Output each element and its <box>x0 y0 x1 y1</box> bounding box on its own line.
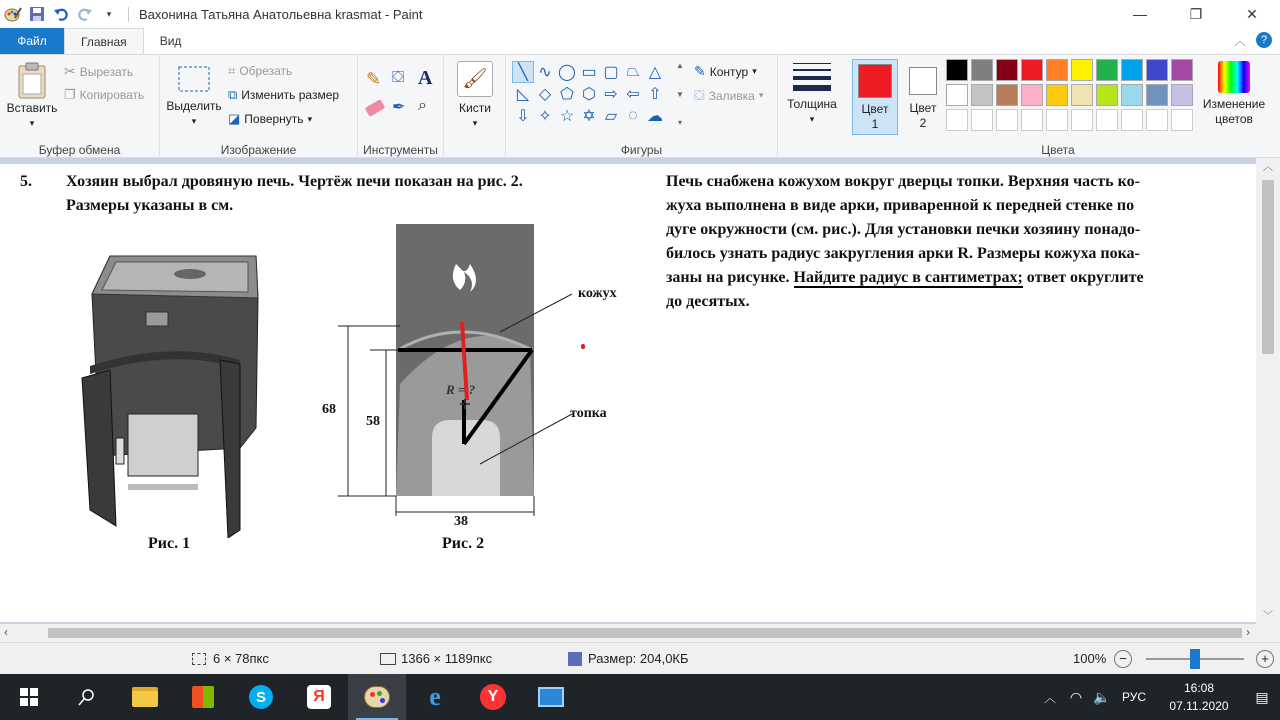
clock-time: 16:08 <box>1183 681 1215 695</box>
resize-button[interactable] <box>228 87 339 103</box>
volume-icon[interactable]: 🔈 <box>1093 688 1111 705</box>
zoom-slider-thumb[interactable] <box>1190 649 1200 669</box>
fill-icon: ⛋ <box>694 87 705 103</box>
select-button[interactable] <box>164 65 224 129</box>
palette-swatch[interactable] <box>971 84 993 106</box>
palette-swatch[interactable] <box>1171 84 1193 106</box>
palette-swatch[interactable] <box>1046 109 1068 131</box>
clipboard-group <box>0 55 160 159</box>
system-tray <box>1038 674 1280 720</box>
language-indicator[interactable]: РУС <box>1121 690 1147 704</box>
tab-file[interactable]: Файл <box>0 28 64 54</box>
select-dropdown-icon: ▾ <box>191 116 197 126</box>
color1-button[interactable] <box>852 59 898 135</box>
outline-label: Контур <box>709 64 749 79</box>
resize-icon: ⧉ <box>228 87 238 102</box>
fill-button[interactable] <box>694 87 763 104</box>
scroll-up-icon[interactable]: ︿ <box>1263 162 1273 173</box>
zoom-level: 100% <box>1073 651 1107 666</box>
redo-icon[interactable] <box>76 5 94 23</box>
ribbon-tabs <box>0 28 1280 54</box>
problem-right-line1: Печь снабжена кожухом вокруг дверцы топки. Верхняя часть ко- <box>666 173 1140 190</box>
close-button[interactable]: ✕ <box>1246 5 1258 22</box>
file-size: Размер: 204,0КБ <box>588 651 689 666</box>
palette-swatch[interactable] <box>996 109 1018 131</box>
customize-toolbar-icon[interactable]: ▾ <box>106 8 112 19</box>
brushes-group <box>444 55 506 159</box>
problem-tail: ответ округлите <box>1022 269 1144 286</box>
oval-callout-shape-icon[interactable]: ◌ <box>628 107 638 124</box>
problem-right-line5 <box>666 266 1144 290</box>
image-group <box>160 55 358 159</box>
dimension-38: 38 <box>454 514 468 529</box>
brushes-button[interactable] <box>450 61 500 131</box>
taskbar-yandex[interactable] <box>290 674 348 720</box>
rounded-rectangle-shape-icon[interactable]: ▢ <box>603 64 619 81</box>
color2-button[interactable] <box>900 59 946 135</box>
taskbar <box>0 674 1280 720</box>
yandex-browser-icon: Y <box>480 684 506 710</box>
crop-button[interactable] <box>228 63 292 79</box>
four-point-star-shape-icon[interactable]: ✧ <box>538 108 552 125</box>
taskbar-edge[interactable] <box>406 674 464 720</box>
color1-number: 1 <box>871 117 879 131</box>
rotate-button[interactable] <box>228 111 312 127</box>
figure-2-caption: Рис. 2 <box>442 535 485 552</box>
down-arrow-shape-icon[interactable]: ⇩ <box>516 108 530 125</box>
palette-swatch[interactable] <box>1146 84 1168 106</box>
color-wheel-icon <box>1218 61 1250 93</box>
outline-button[interactable] <box>694 63 757 80</box>
palette-swatch[interactable] <box>1121 59 1143 81</box>
crosshair-cursor-icon: ✛ <box>459 396 471 412</box>
undo-icon[interactable] <box>52 5 70 23</box>
diamond-shape-icon[interactable]: ◇ <box>538 86 552 103</box>
copy-icon: ❐ <box>64 87 76 102</box>
copy-button[interactable] <box>64 87 144 103</box>
pentagon-shape-icon[interactable]: ⬠ <box>560 86 574 103</box>
maximize-button[interactable]: ❐ <box>1189 5 1203 22</box>
palette-swatch[interactable] <box>1071 109 1093 131</box>
copy-label: Копировать <box>79 88 145 102</box>
palette-swatch[interactable] <box>1121 84 1143 106</box>
tools-group <box>358 55 444 159</box>
drawing-canvas[interactable] <box>0 164 1256 622</box>
shapes-group <box>506 55 778 159</box>
image-size-icon <box>380 653 396 665</box>
paste-dropdown-icon: ▾ <box>29 118 35 128</box>
problem-right-line3: дуге окружности (см. рис.). Для установки печки хозяину понадо- <box>666 221 1141 238</box>
fill-bucket-icon[interactable]: ⛋ <box>392 69 405 86</box>
problem-right-line4: билось узнать радиус закругления арки R. Размеры кожуха пока- <box>666 245 1140 262</box>
brushes-dropdown-icon: ▾ <box>472 118 478 128</box>
label-firebox: топка <box>570 406 607 421</box>
label-radius: R = ? <box>446 382 476 397</box>
color1-swatch <box>858 64 892 98</box>
crop-label: Обрезать <box>239 64 293 78</box>
palette-swatch[interactable] <box>1046 59 1068 81</box>
palette-swatch[interactable] <box>1171 109 1193 131</box>
up-arrow-shape-icon[interactable]: ⇧ <box>648 86 662 103</box>
edit-colors-label-2: цветов <box>1215 112 1253 126</box>
collapse-ribbon-icon[interactable]: ︿ <box>1233 34 1246 48</box>
size-label: Толщина <box>787 97 837 111</box>
problem-left-line1: Хозяин выбрал дровяную печь. Чертёж печи показан на рис. 2. <box>66 173 523 190</box>
quick-access-toolbar <box>0 5 118 23</box>
polygon-shape-icon[interactable]: ⏢ <box>626 63 640 80</box>
taskbar-paint[interactable] <box>348 674 406 720</box>
notifications-icon[interactable]: ▤ <box>1255 688 1269 705</box>
right-arrow-shape-icon[interactable]: ⇨ <box>604 86 618 103</box>
selection-icon <box>177 65 211 93</box>
horizontal-scrollbar[interactable] <box>0 624 1280 642</box>
hexagon-shape-icon[interactable]: ⬡ <box>582 86 596 103</box>
paste-label: Вставить <box>6 101 58 115</box>
paint-palette-icon <box>364 686 390 708</box>
palette-swatch[interactable] <box>1146 109 1168 131</box>
vertical-scrollbar[interactable] <box>1256 158 1280 624</box>
clipboard-icon <box>16 61 48 99</box>
windows-logo-icon <box>20 688 38 706</box>
label-cover: кожух <box>578 286 617 301</box>
problem-number: 5. <box>20 173 32 190</box>
tab-home[interactable]: Главная <box>64 28 144 54</box>
palette-swatch[interactable] <box>1096 59 1118 81</box>
six-point-star-shape-icon[interactable]: ✡ <box>582 108 596 125</box>
title-bar <box>0 0 1280 28</box>
status-bar <box>0 642 1280 674</box>
shapes-scroll[interactable]: ▲ ▼ ▾ <box>676 61 684 127</box>
edge-icon: e <box>429 682 441 711</box>
clock[interactable] <box>1154 679 1244 715</box>
palette-swatch[interactable] <box>996 84 1018 106</box>
palette-swatch[interactable] <box>1096 84 1118 106</box>
color2-label: Цвет <box>909 101 937 115</box>
dimension-58: 58 <box>366 414 380 429</box>
figure-1-stove <box>80 248 270 538</box>
monitor-icon <box>538 687 564 707</box>
text-icon[interactable]: A <box>418 67 433 89</box>
dimension-68: 68 <box>322 402 336 417</box>
rotate-icon: ◪ <box>228 111 241 126</box>
red-dot-mark <box>581 344 585 349</box>
image-group-label: Изображение <box>220 143 297 157</box>
palette-swatch[interactable] <box>996 59 1018 81</box>
store-bag-icon <box>192 686 214 708</box>
problem-right-line5-text: заны на рисунке. <box>666 269 790 286</box>
tools-group-label: Инструменты <box>363 143 438 157</box>
taskbar-file-explorer[interactable] <box>116 674 174 720</box>
color2-number: 2 <box>919 116 927 130</box>
scissors-icon: ✂ <box>64 63 76 79</box>
zoom-out-button[interactable]: − <box>1114 650 1132 668</box>
file-size-icon <box>568 652 582 666</box>
palette-swatch[interactable] <box>1071 59 1093 81</box>
selection-size: 6 × 78пкс <box>213 651 269 666</box>
canvas-area <box>0 158 1280 624</box>
palette-swatch[interactable] <box>1171 59 1193 81</box>
taskbar-yandex-browser[interactable] <box>464 674 522 720</box>
tray-overflow-icon[interactable]: ︿ <box>1043 690 1056 705</box>
color-picker-icon[interactable]: ✒ <box>392 99 406 116</box>
start-button[interactable] <box>0 674 58 720</box>
brushes-label: Кисти <box>459 101 491 115</box>
select-label: Выделить <box>166 99 222 113</box>
palette-swatch[interactable] <box>946 84 968 106</box>
selection-size-icon <box>192 653 206 665</box>
problem-right-line2: жуха выполнена в виде арки, приваренной к передней стенке по <box>666 197 1135 214</box>
network-icon[interactable]: ◠ <box>1069 688 1083 705</box>
cut-label: Вырезать <box>79 64 134 79</box>
shapes-group-label: Фигуры <box>620 143 663 157</box>
problem-highlight: Найдите радиус в сантиметрах; <box>793 269 1023 286</box>
yandex-icon: Я <box>307 685 331 709</box>
rectangle-shape-icon[interactable]: ▭ <box>581 64 597 81</box>
edit-colors-label-1: Изменение <box>1202 97 1266 111</box>
rotate-label: Повернуть <box>244 112 304 126</box>
palette-swatch[interactable] <box>1046 84 1068 106</box>
brush-icon: 🖌 <box>457 61 493 97</box>
pencil-icon[interactable]: ✎ <box>366 69 382 89</box>
outline-icon: ✎ <box>694 63 706 79</box>
paint-app-icon[interactable] <box>4 5 22 23</box>
palette-swatch[interactable] <box>1121 109 1143 131</box>
crop-icon: ⌗ <box>228 63 236 78</box>
colors-group <box>778 55 1280 159</box>
problem-last-line: до десятых. <box>666 293 750 310</box>
taskbar-skype[interactable] <box>232 674 290 720</box>
cut-button[interactable] <box>64 63 133 80</box>
save-icon[interactable] <box>28 5 46 23</box>
line-width-icon <box>793 61 831 93</box>
color-palette <box>946 59 1193 131</box>
outline-dropdown-icon: ▾ <box>752 66 757 76</box>
search-icon <box>78 688 96 706</box>
palette-swatch[interactable] <box>946 109 968 131</box>
help-icon[interactable]: ? <box>1256 32 1272 48</box>
triangle-shape-icon[interactable]: △ <box>648 64 662 81</box>
minimize-button[interactable]: — <box>1133 6 1147 22</box>
window-title: Вахонина Татьяна Анатольевна krasmat - Paint <box>128 7 423 22</box>
fill-dropdown-icon: ▾ <box>758 90 764 100</box>
eraser-icon[interactable] <box>365 99 386 117</box>
image-size: 1366 × 1189пкс <box>401 651 493 666</box>
figure-1-caption: Рис. 1 <box>148 535 191 552</box>
scroll-right-icon[interactable]: › <box>1246 625 1250 639</box>
scroll-left-icon[interactable]: ‹ <box>4 625 8 639</box>
palette-swatch[interactable] <box>971 59 993 81</box>
line-shape-icon[interactable]: ╲ <box>512 61 534 83</box>
taskbar-remote-desktop[interactable] <box>522 674 580 720</box>
palette-swatch[interactable] <box>1021 59 1043 81</box>
cloud-callout-shape-icon[interactable]: ☁ <box>647 108 663 125</box>
resize-label: Изменить размер <box>241 88 340 102</box>
palette-swatch[interactable] <box>1071 84 1093 106</box>
search-button[interactable] <box>58 674 116 720</box>
vertical-scroll-thumb[interactable] <box>1262 180 1274 354</box>
palette-swatch[interactable] <box>1021 109 1043 131</box>
clipboard-group-label: Буфер обмена <box>38 143 121 157</box>
zoom-in-button[interactable]: + <box>1256 650 1274 668</box>
palette-swatch[interactable] <box>971 109 993 131</box>
paste-button[interactable] <box>6 61 58 131</box>
folder-icon <box>132 687 158 707</box>
oval-shape-icon[interactable]: ◯ <box>558 64 576 81</box>
five-point-star-shape-icon[interactable]: ☆ <box>559 108 575 125</box>
clock-date: 07.11.2020 <box>1169 699 1229 713</box>
rotate-dropdown-icon: ▾ <box>307 113 313 124</box>
magnifier-icon[interactable]: ⌕ <box>418 97 427 114</box>
ribbon <box>0 54 1280 158</box>
colors-group-label: Цвета <box>1041 143 1075 157</box>
scroll-down-icon[interactable]: ﹀ <box>1263 611 1273 622</box>
palette-swatch[interactable] <box>1021 84 1043 106</box>
curve-shape-icon[interactable]: ∿ <box>538 64 552 81</box>
edit-colors-button[interactable] <box>1198 61 1270 127</box>
rounded-callout-shape-icon[interactable]: ▱ <box>604 108 618 125</box>
color2-swatch <box>909 67 937 95</box>
size-dropdown-icon: ▾ <box>809 114 815 124</box>
palette-swatch[interactable] <box>1096 109 1118 131</box>
problem-left-line2: Размеры указаны в см. <box>66 197 234 214</box>
taskbar-store[interactable] <box>174 674 232 720</box>
left-arrow-shape-icon[interactable]: ⇦ <box>626 86 640 103</box>
tab-view[interactable]: Вид <box>159 34 182 48</box>
palette-swatch[interactable] <box>1146 59 1168 81</box>
size-button[interactable] <box>782 61 842 127</box>
fill-label: Заливка <box>708 88 755 103</box>
skype-icon: S <box>249 685 273 709</box>
shapes-gallery <box>512 61 674 127</box>
palette-swatch[interactable] <box>946 59 968 81</box>
horizontal-scroll-thumb[interactable] <box>48 628 1242 638</box>
color1-label: Цвет <box>861 102 889 116</box>
right-triangle-shape-icon[interactable]: ◺ <box>516 86 530 103</box>
